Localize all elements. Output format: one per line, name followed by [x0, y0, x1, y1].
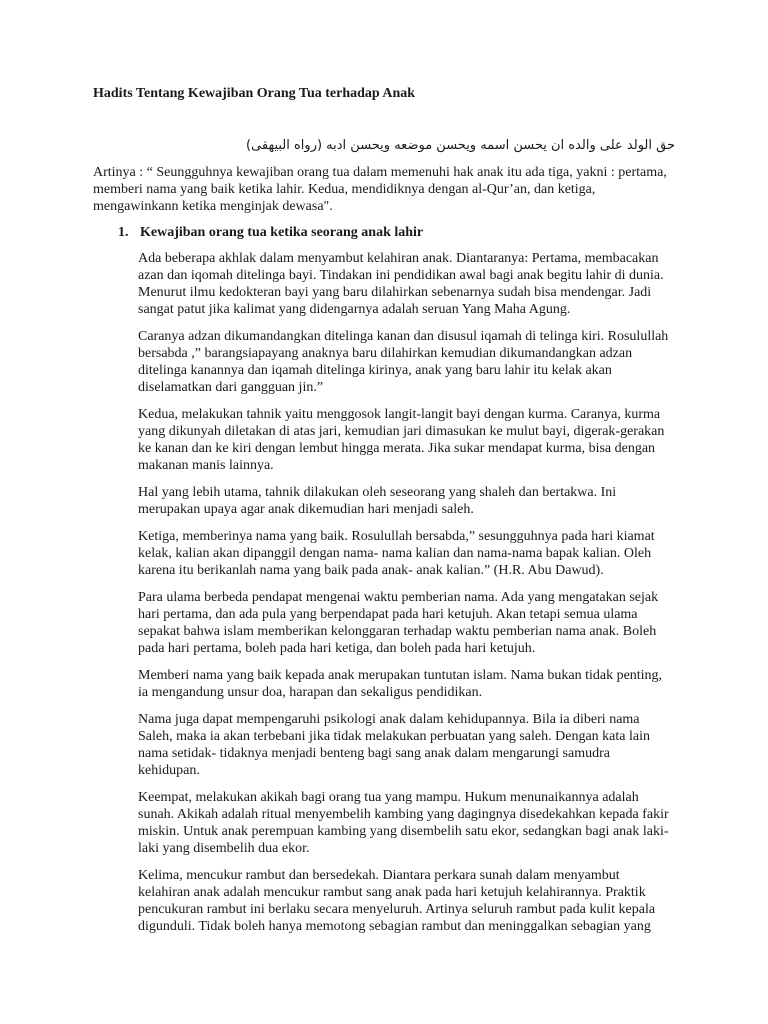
body-paragraph: Para ulama berbeda pendapat mengenai waktu pemberian nama. Ada yang mengatakan sejak hari pertama, dan ada pula yang berpendapat pada hari ketujuh. Akan tetapi semua ulama sepakat bahwa islam memberikan kelonggaran terhadap waktu pemberian nama anak. Boleh pada hari pertama, boleh pada hari ketiga, dan boleh pada hari ketujuh. [138, 590, 659, 656]
body-paragraph: Hal yang lebih utama, tahnik dilakukan oleh seseorang yang shaleh dan bertakwa. Ini merupakan upaya agar anak dikemudian hari menjadi saleh. [138, 485, 617, 517]
body-paragraph: Keempat, melakukan akikah bagi orang tua yang mampu. Hukum menunaikannya adalah sunah. Akikah adalah ritual menyembelih kambing yang dagingnya disedekahkan kepada fakir miskin. Untuk anak perempuan kambing yang disembelih satu ekor, sedangkan bagi anak laki- laki yang disembelih dua ekor. [138, 790, 669, 856]
body-paragraph: Caranya adzan dikumandangkan ditelinga kanan dan disusul iqamah di telinga kiri. Rosulullah bersabda ,” barangsiapayang anaknya baru dilahirkan kemudian dikumandangkan adzan ditelinga kanannya dan iqamah ditelinga kirinya, anak yang baru lahir itu kelak akan diselamatkan dari gangguan jin.” [138, 329, 669, 395]
document-title: Hadits Tentang Kewajiban Orang Tua terhadap Anak [93, 86, 416, 101]
body-paragraph: Memberi nama yang baik kepada anak merupakan tuntutan islam. Nama bukan tidak penting, ia mengandung unsur doa, harapan dan sekaligus pendidikan. [138, 668, 663, 700]
section-body [138, 250, 672, 945]
intro-paragraph: Artinya : “ Seungguhnya kewajiban orang tua dalam memenuhi hak anak itu ada tiga, yakni : pertama, memberi nama yang baik ketika lahir. Kedua, mendidiknya dengan al-Qur’an, dan ketiga, mengawinkann ketika menginjak dewasa". [93, 165, 667, 214]
section-heading [118, 225, 423, 241]
body-paragraph: Nama juga dapat mempengaruhi psikologi anak dalam kehidupannya. Bila ia diberi nama Saleh, maka ia akan terbebani jika tidak melakukan perbuatan yang saleh. Dengan kata lain nama setidak- tidaknya menjadi benteng bagi sang anak dalam mengarungi samudra kehidupan. [138, 712, 650, 778]
body-paragraph: Kedua, melakukan tahnik yaitu menggosok langit-langit bayi dengan kurma. Caranya, kurma yang dikunyah diletakan di atas jari, kemudian jari dimasukan ke mulut bayi, digerak-gerakan ke kanan dan ke kiri dengan lembut hingga merata. Jika sukar mendapat kurma, bisa dengan makanan manis lainnya. [138, 407, 665, 473]
body-paragraph: Ada beberapa akhlak dalam menyambut kelahiran anak. Diantaranya: Pertama, membacakan azan dan iqomah ditelinga bayi. Tindakan ini pendidikan awal bagi anak begitu lahir di dunia. Menurut ilmu kedokteran bayi yang baru dilahirkan sebenarnya sudah bisa mendengar. Jadi sangat patut jika kalimat yang didengarnya adalah seruan Yang Maha Agung. [138, 251, 664, 317]
section-number: 1. [118, 225, 129, 240]
section-heading-text: Kewajiban orang tua ketika seorang anak lahir [140, 225, 424, 240]
body-paragraph: Kelima, mencukur rambut dan bersedekah. Diantara perkara sunah dalam menyambut kelahiran anak adalah mencukur rambut sang anak pada hari ketujuh kelahirannya. Praktik pencukuran rambut ini berlaku secara menyeluruh. Artinya seluruh rambut pada kulit kepala digunduli. Tidak boleh hanya memotong sebagian rambut dan meninggalkan sebagian yang [138, 868, 656, 934]
body-paragraph: Ketiga, memberinya nama yang baik. Rosulullah bersabda,” sesungguhnya pada hari kiamat kelak, kalian akan dipanggil dengan nama- nama kalian dan nama-nama bapak kalian. Oleh karena itu berikanlah nama yang baik pada anak- anak kalian.” (H.R. Abu Dawud). [138, 529, 655, 578]
arabic-hadith: حق الولد على والده ان يحسن اسمه ويحسن موضعه ويحسن ادبه (رواه البيهقى) [245, 138, 675, 153]
